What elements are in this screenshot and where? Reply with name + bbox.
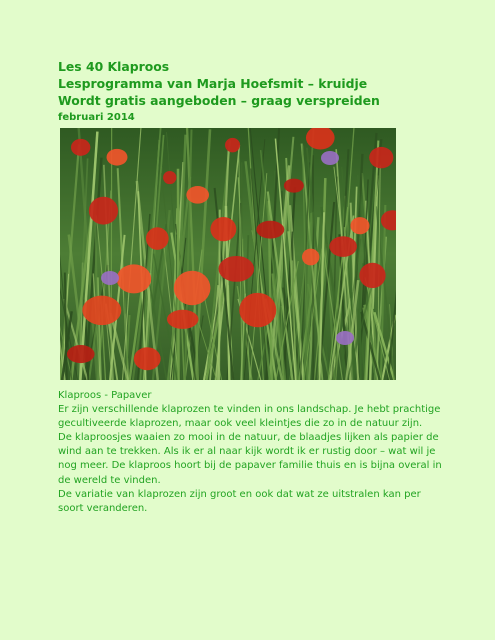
subtitle: Klaproos - Papaver xyxy=(58,390,152,401)
document-header xyxy=(58,58,458,125)
poppy-flower xyxy=(284,179,304,193)
lesson-title: Les 40 Klaproos xyxy=(58,59,170,74)
paragraph-2: De klaproosjes waaien zo mooi in de natuur, de blaadjes lijken als papier de wind aan te trekken. Als ik er al naar kijk wordt ik er rustig door – wat wil je nog meer. De klaproos hoort bij de papaver familie thuis en is bijna overal in de wereld te vinden. xyxy=(58,432,442,486)
offer-line: Wordt gratis aangeboden – graag verspreiden xyxy=(58,93,380,108)
poppy-flower xyxy=(67,345,95,363)
poppy-flower xyxy=(82,296,121,325)
purple-flower xyxy=(101,271,119,285)
poppy-flower xyxy=(359,263,385,288)
paragraph-1: Er zijn verschillende klaprozen te vinden in ons landschap. Je hebt prachtige gecultiveerde klaprozen, maar ook veel kleintjes die zo in de natuur zijn. xyxy=(58,404,441,430)
poppy-flower xyxy=(146,227,169,250)
date-line: februari 2014 xyxy=(58,112,135,123)
body-text xyxy=(58,389,448,516)
poppy-flower xyxy=(174,271,211,306)
poppy-flower xyxy=(329,236,357,257)
poppy-flower xyxy=(239,293,276,327)
paragraph-3: De variatie van klaprozen zijn groot en ook dat wat ze uitstralen kan per soort veranderen. xyxy=(58,488,421,514)
program-line: Lesprogramma van Marja Hoefsmit – kruidje xyxy=(58,76,368,91)
poppy-flower xyxy=(219,256,255,282)
poppy-flower xyxy=(89,197,118,225)
poppy-flower xyxy=(350,217,369,234)
poppy-flower xyxy=(117,264,152,293)
poppy-field-image xyxy=(60,128,396,380)
poppy-flower xyxy=(107,149,128,166)
poppy-flower xyxy=(163,171,176,184)
poppy-flower xyxy=(302,249,319,266)
purple-flower xyxy=(336,331,354,345)
poppy-flower xyxy=(186,186,209,204)
poppy-flower xyxy=(134,347,161,370)
poppy-field-photo xyxy=(60,128,396,380)
poppy-flower xyxy=(256,221,284,239)
poppy-flower xyxy=(225,138,240,153)
poppy-flower xyxy=(210,217,236,241)
purple-flower xyxy=(321,151,339,165)
poppy-flower xyxy=(167,310,199,329)
poppy-flower xyxy=(71,139,90,156)
poppy-flower xyxy=(369,147,393,168)
